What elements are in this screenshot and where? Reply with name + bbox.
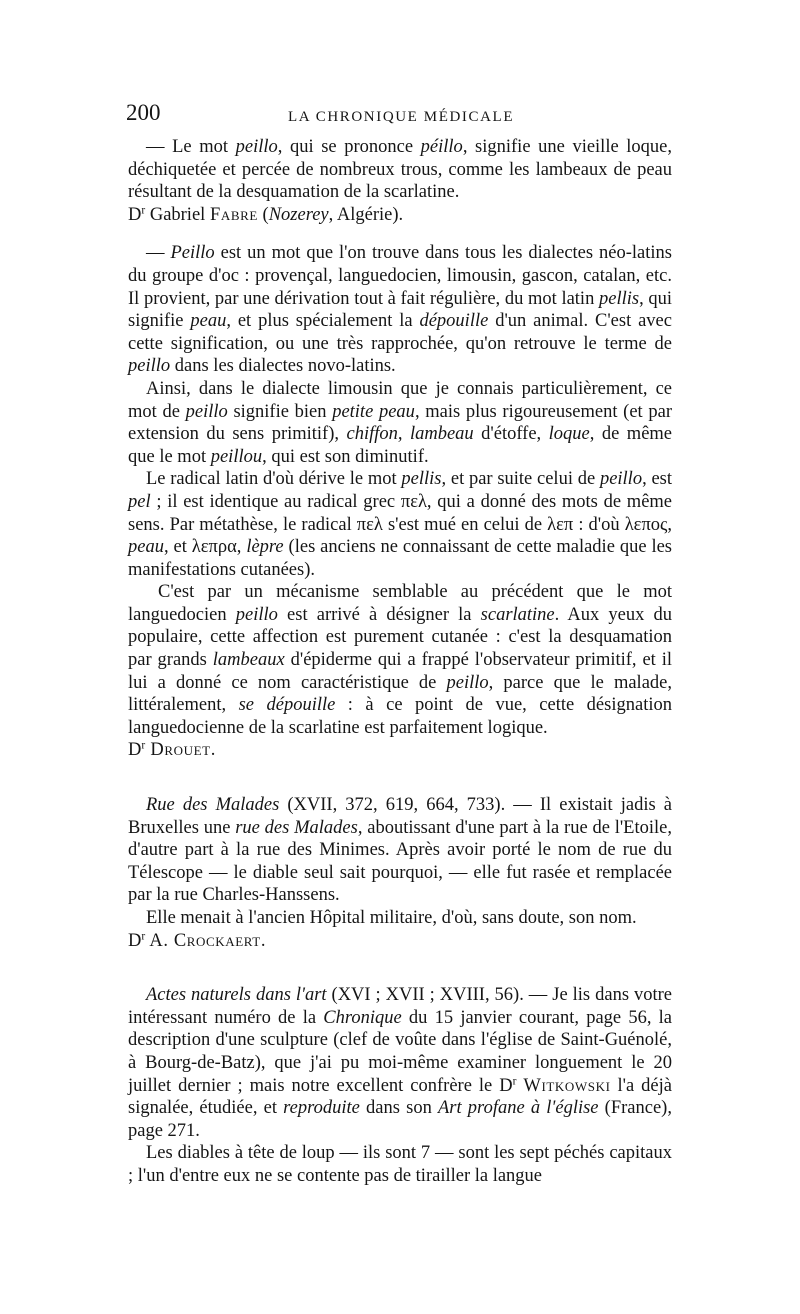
paragraph-dialects: — Peillo est un mot que l'on trouve dans tous les dialectes néo-latins du groupe d'oc : provençal, languedocien, limousin, gascon, catalan, etc. Il provient, par une dérivation tout à fait régulière, du mot latin pellis, qui signifie peau, et plus spécialement la dépouille d'un animal. C'est avec cette signification, ou une très rapprochée, qu'on retrouve le terme de peillo dans les dialectes novo-latins. [128,243,673,377]
paragraph-peillo-definition: — Le mot peillo, qui se prononce péillo, signifie une vieille loque, déchiquetée et percée de nombreux trous, comme les lambeaux de peau résultant de la desquamation de la scarlatine. [128,137,673,203]
paragraph-mecanisme: C'est par un mécanisme semblable au précédent que le mot languedocien peillo est arrivé à désigner la scarlatine. Aux yeux du populaire, cette affection est purement cutanée : c'est la desquamation par grands lambeaux d'épiderme qui a frappé l'observateur primitif, et il lui a donné ce nom caractéristique de peillo, parce que le malade, littéralement, se dépouille : à ce point de vue, cette désignation languedocienne de la scarlatine est parfaitement logique. [128,582,672,738]
paragraph-diables: Les diables à tête de loup — ils sont 7 — sont les sept péchés capitaux ; l'un d'entre eux ne se contente pas de tirailler la langue [128,1143,672,1186]
page-body [128,136,672,1188]
running-title: LA CHRONIQUE MÉDICALE [288,109,515,125]
page-header [0,0,800,140]
signature-drouet: $D^r$ Drouet. [128,740,216,761]
signature-crockaert: $D^r$ A. Crockaert. [128,930,267,951]
paragraph-actes-naturels: Actes naturels dans l'art (XVI ; XVII ; XVIII, 56). — Je lis dans votre intéressant numéro de la Chronique du 15 janvier courant, page 56, la description d'une sculpture (clef de voûte dans l'église de Saint-Guénolé, à Bourg-de-Batz), que j'ai pu moi-même examiner longuement le 20 juillet dernier ; mais notre excellent confrère le $D^r$ Witkowski l'a déjà signalée, étudiée, et reproduite dans son Art profane à l'église (France), page 271. [128,985,672,1141]
page-number: 200 [126,100,161,125]
paragraph-radical: Le radical latin d'où dérive le mot pellis, et par suite celui de peillo, est pel ; il est identique au radical grec πελ, qui a donné des mots de même sens. Par métathèse, le radical πελ s'est mué en celui de λεπ : d'où λεπος, peau, et λεπρα, lèpre (les anciens ne connaissant de cette maladie que les manifestations cutanées). [128,469,673,580]
paragraph-hopital: Elle menait à l'ancien Hôpital militaire, d'où, sans doute, son nom. [146,908,637,928]
paragraph-limousin: Ainsi, dans le dialecte limousin que je connais particulièrement, ce mot de peillo signifie bien petite peau, mais plus rigoureusement (et par extension du sens primitif), chiffon, lambeau d'étoffe, loque, de même que le mot peillou, qui est son diminutif. [128,378,673,467]
signature-fabre: $D^r$ Gabriel Fabre (Nozerey, Algérie). [128,204,404,225]
paragraph-rue-des-malades: Rue des Malades (XVII, 372, 619, 664, 733). — Il existait jadis à Bruxelles une rue des Malades, aboutissant d'une part à la rue de l'Etoile, d'autre part à la rue des Minimes. Après avoir porté le nom de rue du Télescope — le diable seul sait pourquoi, — elle fut rasée et remplacée par la rue Charles-Hanssens. [128,795,673,906]
